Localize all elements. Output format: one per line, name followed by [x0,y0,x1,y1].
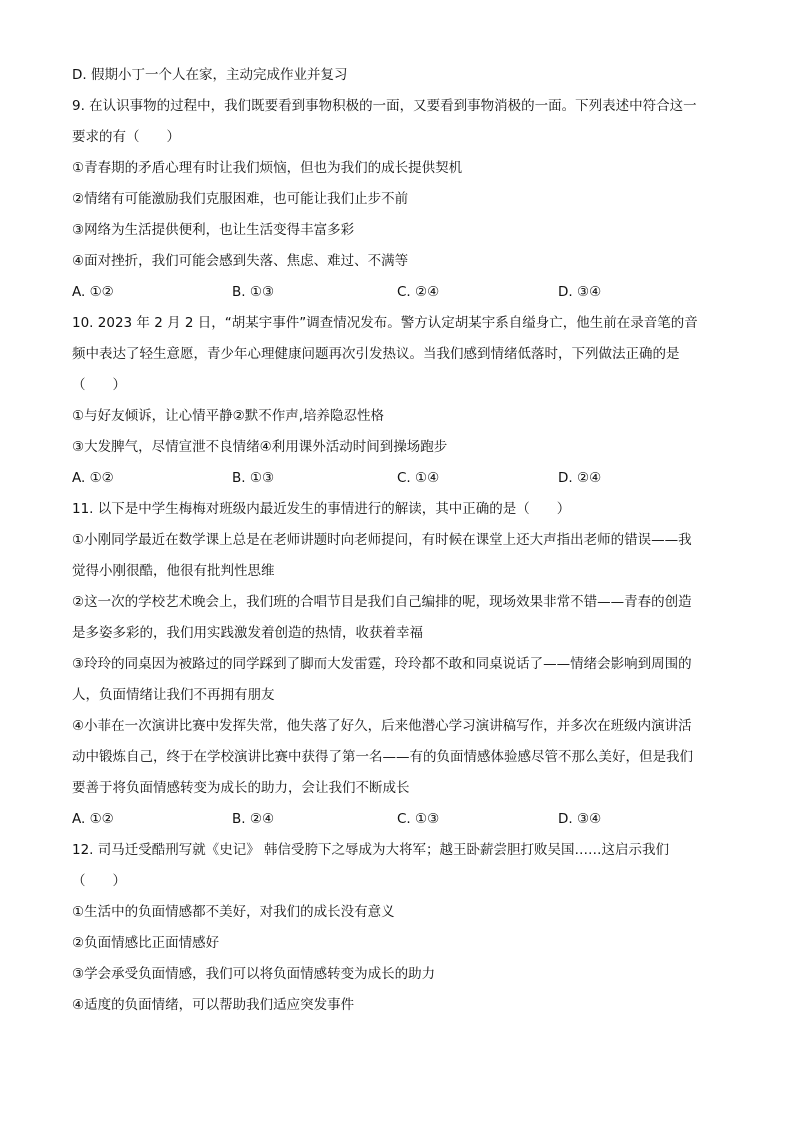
q9-options [72,277,726,308]
q9-option-b[interactable]: B. ①③ [232,284,275,300]
q9-statement-3: ③网络为生活提供便利，也让生活变得丰富多彩 [72,222,355,238]
q9-stem-line-2: 要求的有（ ） [72,129,180,145]
q11-stem: 11. 以下是中学生梅梅对班级内最近发生的事情进行的解读，其中正确的是（ ） [72,501,571,517]
q11-line-3: ②这一次的学校艺术晚会上，我们班的合唱节目是我们自己编排的呢，现场效果非常不错——青春的创造 [72,594,692,610]
question-12 [72,835,726,1021]
q10-statement-2: ③大发脾气，尽情宣泄不良情绪④利用课外活动时间到操场跑步 [72,439,448,455]
q10-statement-1: ①与好友倾诉，让心情平静②默不作声,培养隐忍性格 [72,408,384,424]
exam-page [72,60,726,1021]
q10-stem-line-1: 10. 2023 年 2 月 2 日，“胡某宇事件”调查情况发布。警方认定胡某宇系自缢身亡，他生前在录音笔的音 [72,315,698,331]
q9-option-d[interactable]: D. ③④ [558,284,602,300]
question-9 [72,91,726,308]
q11-option-b[interactable]: B. ②④ [232,811,275,827]
q12-stem-line-1: 12. 司马迁受酷刑写就《史记》 韩信受胯下之辱成为大将军；越王卧薪尝胆打败吴国……这启示我们 [72,842,670,858]
q10-option-d[interactable]: D. ②④ [558,470,602,486]
question-11 [72,494,726,835]
q10-stem-line-2: 频中表达了轻生意愿，青少年心理健康问题再次引发热议。当我们感到情绪低落时，下列做法正确的是 [72,346,680,362]
q10-option-a[interactable]: A. ①② [72,470,114,486]
q11-option-a[interactable]: A. ①② [72,811,114,827]
q9-option-a[interactable]: A. ①② [72,284,114,300]
q9-stem-line-1: 9. 在认识事物的过程中，我们既要看到事物积极的一面，又要看到事物消极的一面。下列表述中符合这一 [72,98,697,114]
q11-line-8: 动中锻炼自己，终于在学校演讲比赛中获得了第一名——有的负面情感体验感尽管不那么美好，但是我们 [72,749,693,765]
q9-option-c[interactable]: C. ②④ [397,284,440,300]
q12-statement-2: ②负面情感比正面情感好 [72,935,220,951]
q11-line-1: ①小刚同学最近在数学课上总是在老师讲题时向老师提问，有时候在课堂上还大声指出老师的错误——我 [72,532,692,548]
q12-stem-line-2: （ ） [72,873,126,889]
q11-line-2: 觉得小刚很酷，他很有批判性思维 [72,563,275,579]
q11-options [72,804,726,835]
q11-line-4: 是多姿多彩的，我们用实践激发着创造的热情，收获着幸福 [72,625,423,641]
q12-statement-4: ④适度的负面情绪，可以帮助我们适应突发事件 [72,997,355,1013]
q10-option-c[interactable]: C. ①④ [397,470,440,486]
q11-line-6: 人，负面情绪让我们不再拥有朋友 [72,687,275,703]
q8-option-d: D. 假期小丁一个人在家，主动完成作业并复习 [72,67,348,83]
q11-line-9: 要善于将负面情感转变为成长的助力，会让我们不断成长 [72,780,410,796]
q11-line-5: ③玲玲的同桌因为被路过的同学踩到了脚而大发雷霆，玲玲都不敢和同桌说话了——情绪会影响到周围的 [72,656,692,672]
question-10 [72,308,726,494]
q11-option-c[interactable]: C. ①③ [397,811,440,827]
q9-statement-1: ①青春期的矛盾心理有时让我们烦恼，但也为我们的成长提供契机 [72,160,463,176]
q9-statement-2: ②情绪有可能激励我们克服困难，也可能让我们止步不前 [72,191,409,207]
q10-stem-line-3: （ ） [72,377,126,393]
q9-statement-4: ④面对挫折，我们可能会感到失落、焦虑、难过、不满等 [72,253,409,269]
q12-statement-3: ③学会承受负面情感，我们可以将负面情感转变为成长的助力 [72,966,436,982]
q11-line-7: ④小菲在一次演讲比赛中发挥失常，他失落了好久，后来他潜心学习演讲稿写作，并多次在班级内演讲活 [72,718,692,734]
q11-option-d[interactable]: D. ③④ [558,811,602,827]
q10-options [72,463,726,494]
q10-option-b[interactable]: B. ①③ [232,470,275,486]
q12-statement-1: ①生活中的负面情感都不美好，对我们的成长没有意义 [72,904,395,920]
